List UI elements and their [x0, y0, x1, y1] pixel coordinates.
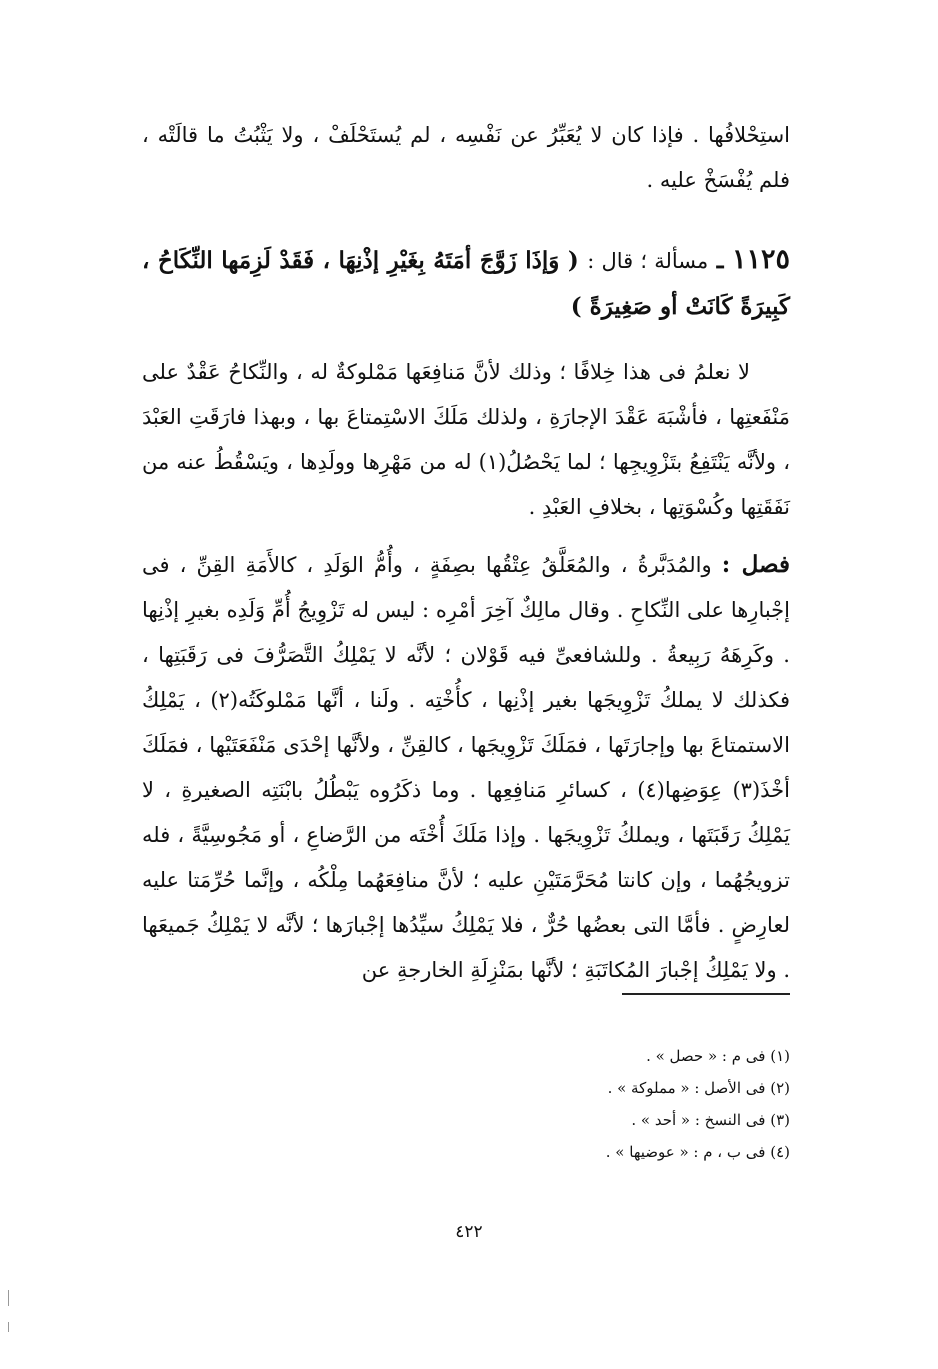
- footnote-item: (٣) فى النسخ : « أحد » .: [631, 1111, 790, 1129]
- page-number: ٤٢٢: [455, 1222, 483, 1242]
- scan-edge-mark: [8, 1290, 9, 1306]
- intro-text: استِحْلافُها . فإذا كان لا يُعَبِّرُ عن نَفْسِه ، لم يُستَحْلَفْ ، ولا يَثْبُتُ ما قالَتْه ، فلم يُفْسَخْ عليه .: [142, 123, 790, 192]
- masala-heading: [142, 237, 790, 329]
- masala-number: ١١٢٥: [732, 244, 791, 275]
- masala-quote: ( وَإذَا زَوَّجَ أمَتَهُ بِغَيْرِ إذْنِهَا ، فَقَدْ لَزِمَها النِّكَاحُ ، كَبِيرَةً كَانَتْ أو صَغِيرَةً ): [142, 247, 790, 320]
- footnote-item: (١) فى م : « حصل » .: [646, 1047, 790, 1065]
- footnote-item: (٢) فى الأصل : « مملوكة » .: [607, 1079, 790, 1097]
- fasl-text: والمُدَبَّرةُ ، والمُعَلَّقُ عِتْقُها بصِفَةٍ ، وأُمُّ الوَلَدِ ، كالأَمَةِ القِنِّ ، فى إجْبارِها على النِّكاحِ . وقال مالِكٌ آخِرَ أمْرِه : ليس له تَزْوِيجُ أُمِّ وَلَدِه بغيرِ إذْنِها . وكَرِهَهُ رَبِيعةُ . وللشافعىِّ فيه قَوْلان ؛ لأنَّه لا يَمْلِكُ التَّصَرُّفَ فى رَقَبَتِها ، فكذلك لا يملكُ تَزْوِيجَها بغير إذْنِها ، كأُخْتِه . ولَنا ، أنَّها مَمْلوكَتُه(٢) ، يَمْلِكُ الاستمتاعَ بها وإجارَتَها ، فمَلَكَ تَزْوِيجَها ، كالقِنِّ ، ولأنَّها إحْدَى مَنْفَعَتَيْها ، فمَلَكَ أخْذَ(٣) عِوَضِها(٤) ، كسائرِ مَنافِعِها . وما ذكَرُوه يَبْطُلُ بابْنَتِه الصغيرةِ ، لا يَمْلِكُ رَقَبَتَها ، ويملكُ تَزْوِيجَها . وإذا مَلَكَ أُخْتَه من الرَّضاعِ ، أو مَجُوسِيَّةً ، فله تزويجُهُما ، وإن كانتا مُحَرَّمَتَيْنِ عليه ؛ لأنَّ منافِعَهُما مِلْكُه ، وإنَّما حُرِّمَتا عليه لعارِضٍ . فأمَّا التى بعضُها حُرٌّ ، فلا يَمْلِكُ سيِّدُها إجْبارَها ؛ لأنَّه لا يَمْلِكُ جَميعَها . ولا يَمْلِكُ إجْبارَ المُكاتَبَةِ ؛ لأنَّها بمَنْزِلَةِ الخارجةِ عن: [142, 553, 790, 982]
- main-paragraph: [142, 350, 790, 530]
- masala-lead: مسألة ؛ قال :: [587, 249, 709, 273]
- fasl-label: فصل :: [721, 551, 790, 578]
- footnote-item: (٤) فى ب ، م : « عوضيها » .: [605, 1143, 790, 1161]
- footnote-divider: [622, 993, 790, 995]
- fasl-section: [142, 542, 790, 993]
- scan-edge-mark: [8, 1322, 9, 1332]
- masala-dash: ـ: [716, 247, 724, 274]
- footnotes: [142, 1040, 790, 1168]
- intro-paragraph: [142, 113, 790, 203]
- main-paragraph-text: لا نعلمُ فى هذا خِلافًا ؛ وذلك لأنَّ مَنافِعَها مَمْلوكةٌ له ، والنِّكاحُ عَقْدٌ على مَنْفَعتِها ، فأشْبَهَ عَقْدَ الإجارَةِ ، ولذلك مَلَكَ الاسْتِمتاعَ بها ، وبهذا فارَقَتِ العَبْدَ ، ولأنَّه يَنْتَفِعُ بتَزْوِيجِها ؛ لما يَحْصُلُ(١) له من مَهْرِها وولَدِها ، ويَسْقُطُ عنه من نَفَقَتِها وكُسْوَتِها ، بخلافِ العَبْدِ .: [142, 360, 790, 519]
